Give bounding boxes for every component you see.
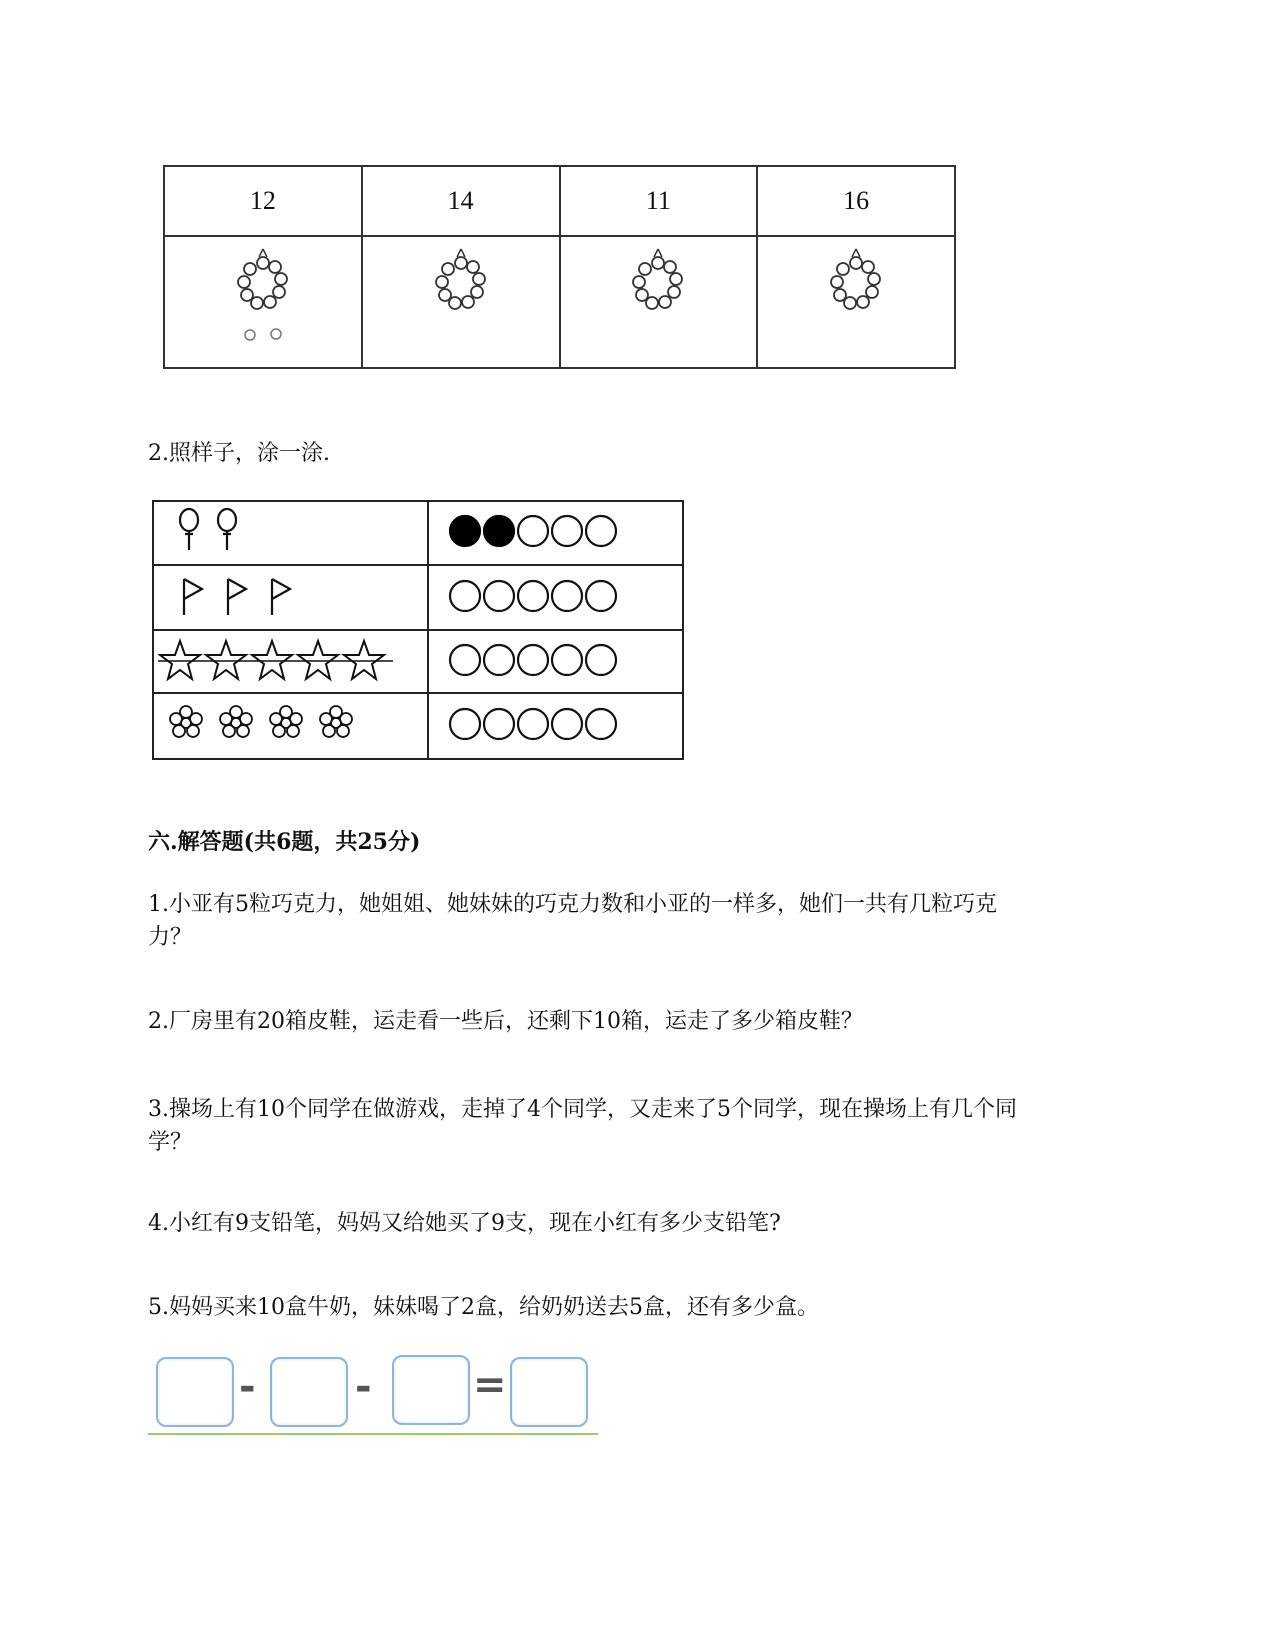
- filled-circle: [484, 516, 514, 546]
- empty-circle[interactable]: [518, 581, 548, 611]
- question-text: 4.小红有9支铅笔，妈妈又给她买了9支，现在小红有多少支铅笔?: [148, 1211, 781, 1236]
- circle-row: [447, 704, 647, 744]
- circles-cell: [428, 693, 683, 759]
- bead-count-table: [163, 165, 956, 367]
- empty-circle[interactable]: [518, 516, 548, 546]
- empty-circle[interactable]: [552, 516, 582, 546]
- question-text: 学？: [148, 1130, 193, 1155]
- empty-circle[interactable]: [586, 645, 616, 675]
- answer-box-3[interactable]: [392, 1355, 470, 1425]
- coloring-table: [152, 500, 684, 760]
- circles-cell: [428, 501, 683, 565]
- question-text: 3.操场上有10个同学在做游戏，走掉了4个同学，又走来了5个同学，现在操场上有几个同: [148, 1097, 1017, 1122]
- flag-icon: [228, 579, 246, 615]
- empty-circle[interactable]: [552, 581, 582, 611]
- bead-necklace-icon: [618, 245, 698, 355]
- flower-icon: [320, 706, 352, 737]
- question-text: 5.妈妈买来10盒牛奶，妹妹喝了2盒，给奶奶送去5盒，还有多少盒。: [148, 1295, 819, 1320]
- question-text: 2.厂房里有20箱皮鞋，运走看一些后，还剩下10箱，运走了多少箱皮鞋？: [148, 1009, 863, 1034]
- question-4: [148, 1207, 781, 1240]
- balloon-icon: [218, 509, 236, 550]
- bead-necklace-cell: [164, 236, 362, 368]
- question-2: [148, 1005, 863, 1038]
- flower-icon: [170, 706, 202, 737]
- empty-circle[interactable]: [450, 709, 480, 739]
- bead-number-cell: 11: [560, 166, 758, 236]
- circles-cell: [428, 630, 683, 693]
- bead-necklace-icon: [223, 245, 303, 355]
- empty-circle[interactable]: [450, 581, 480, 611]
- minus-sign: -: [239, 1364, 256, 1410]
- answer-box-2[interactable]: [270, 1357, 348, 1427]
- star-icon: [298, 641, 338, 679]
- bead-number-cell: 16: [757, 166, 955, 236]
- empty-circle[interactable]: [586, 581, 616, 611]
- bead-number-cell: 14: [362, 166, 560, 236]
- question-1: [148, 888, 997, 954]
- empty-circle[interactable]: [552, 645, 582, 675]
- answer-box-1[interactable]: [156, 1357, 234, 1427]
- empty-circle[interactable]: [518, 645, 548, 675]
- question-text: 1.小亚有5粒巧克力，她姐姐、她妹妹的巧克力数和小亚的一样多，她们一共有几粒巧克: [148, 892, 997, 917]
- balloon-cell: [153, 501, 428, 565]
- star-icon: [206, 641, 246, 679]
- empty-circle[interactable]: [484, 645, 514, 675]
- answer-underline: [148, 1433, 598, 1435]
- minus-sign: -: [355, 1364, 372, 1410]
- equals-sign: =: [473, 1362, 507, 1408]
- circles-cell: [428, 565, 683, 630]
- flag-icon: [184, 579, 202, 615]
- empty-circle[interactable]: [586, 709, 616, 739]
- empty-circle[interactable]: [484, 581, 514, 611]
- question-5: [148, 1291, 819, 1324]
- empty-circle[interactable]: [552, 709, 582, 739]
- flower-cell: [153, 693, 428, 759]
- empty-circle[interactable]: [450, 645, 480, 675]
- circle-row: [447, 511, 647, 551]
- flag-cell: [153, 565, 428, 630]
- filled-circle: [450, 516, 480, 546]
- flower-icon: [220, 706, 252, 737]
- question-2-text: 2.照样子，涂一涂.: [148, 441, 330, 466]
- empty-circle[interactable]: [484, 709, 514, 739]
- question-3: [148, 1093, 1017, 1159]
- balloon-icon: [180, 509, 198, 550]
- bead-necklace-icon: [421, 245, 501, 355]
- flower-icon: [270, 706, 302, 737]
- circle-row: [447, 576, 647, 616]
- section-title: 六.解答题(共6题，共25分): [148, 829, 421, 855]
- star-icon: [252, 641, 292, 679]
- star-icon: [160, 641, 200, 679]
- answer-box-result[interactable]: [510, 1357, 588, 1427]
- flag-icon: [272, 579, 290, 615]
- question-text: 力？: [148, 925, 193, 950]
- bead-number-cell: 12: [164, 166, 362, 236]
- empty-circle[interactable]: [518, 709, 548, 739]
- bead-necklace-cell: [362, 236, 560, 368]
- star-icon: [344, 641, 384, 679]
- star-cell: [153, 630, 428, 693]
- bead-necklace-icon: [816, 245, 896, 355]
- empty-circle[interactable]: [586, 516, 616, 546]
- bead-necklace-cell: [560, 236, 758, 368]
- circle-row: [447, 640, 647, 680]
- bead-necklace-cell: [757, 236, 955, 368]
